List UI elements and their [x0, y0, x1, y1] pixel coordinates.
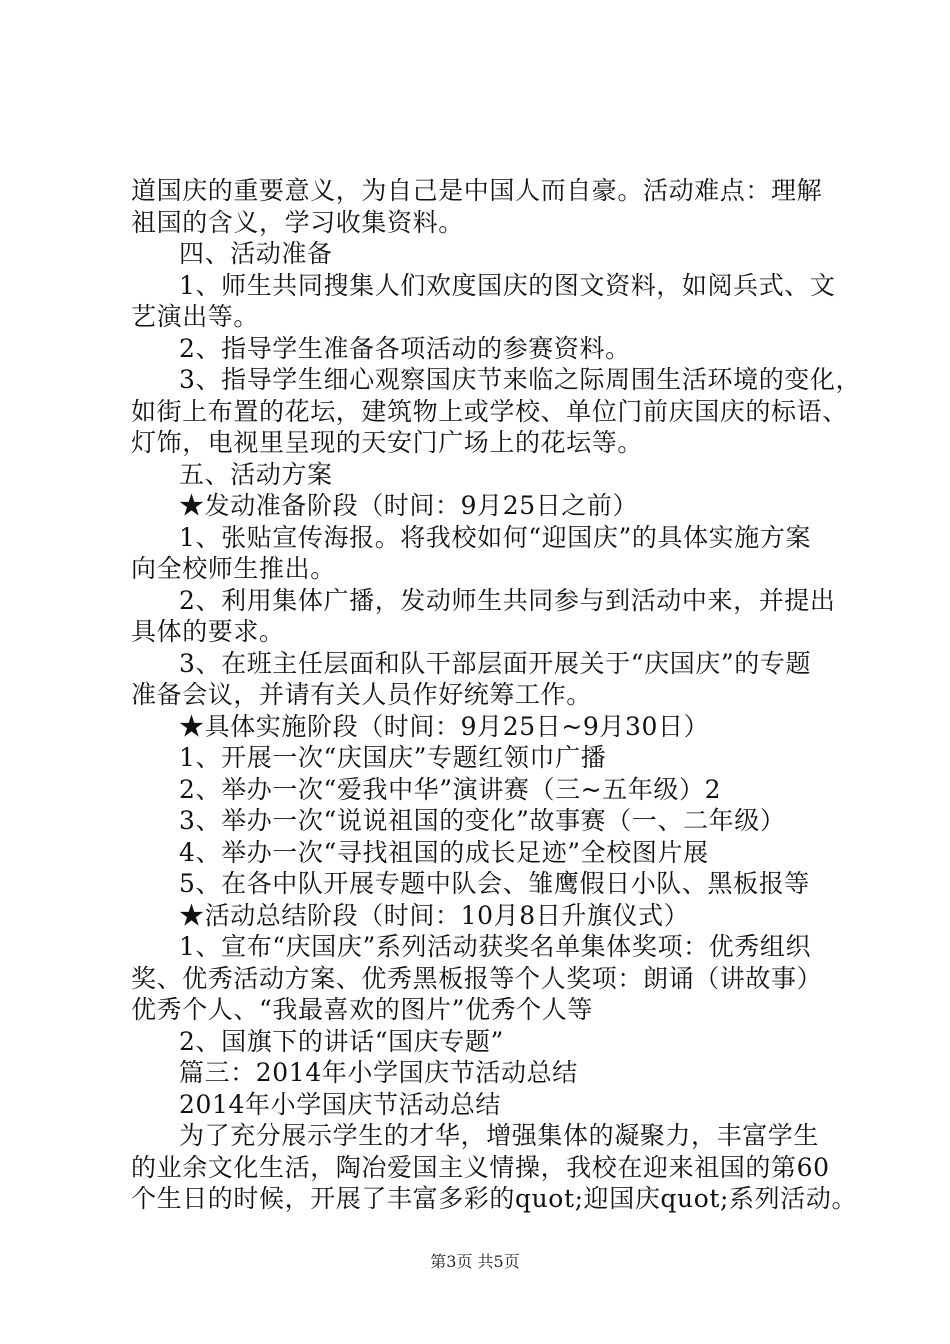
text-line: ★活动总结阶段（时间：10月8日升旗仪式） — [179, 900, 690, 930]
text-line: 篇三：2014年小学国庆节活动总结 — [179, 1058, 578, 1087]
text-line: 奖、优秀活动方案、优秀黑板报等个人奖项：朗诵（讲故事） — [131, 963, 823, 993]
document-body — [131, 175, 862, 1215]
text-line: 灯饰，电视里呈现的天安门广场上的花坛等。 — [131, 428, 644, 457]
text-line: 艺演出等。 — [131, 302, 260, 331]
text-line: 3、举办一次“说说祖国的变化”故事赛（一、二年级） — [179, 806, 786, 835]
text-line: 五、活动方案 — [179, 459, 333, 489]
text-line: 具体的要求。 — [131, 617, 285, 646]
text-line: ★发动准备阶段（时间：9月25日之前） — [179, 491, 639, 520]
text-line: 2、举办一次“爱我中华”演讲赛（三~五年级）2 — [179, 774, 722, 804]
text-line: 4、举办一次“寻找祖国的成长足迹”全校图片展 — [179, 837, 709, 867]
text-line: 2014年小学国庆节活动总结 — [179, 1089, 502, 1119]
text-line: 3、指导学生细心观察国庆节来临之际周围生活环境的变化， — [179, 365, 862, 394]
text-line: 准备会议，并请有关人员作好统筹工作。 — [131, 680, 592, 709]
text-line: 5、在各中队开展专题中队会、雏鹰假日小队、黑板报等 — [179, 869, 810, 898]
text-line: 1、开展一次“庆国庆”专题红领巾广播 — [179, 743, 607, 772]
text-line: 如街上布置的花坛，建筑物上或学校、单位门前庆国庆的标语、 — [131, 396, 848, 426]
text-line: 1、张贴宣传海报。将我校如何“迎国庆”的具体实施方案 — [179, 522, 812, 552]
text-line: 祖国的含义，学习收集资料。 — [131, 207, 464, 237]
text-line: 3、在班主任层面和队干部层面开展关于“庆国庆”的专题 — [179, 648, 812, 678]
page-footer: 第3页 共5页 — [430, 1252, 520, 1271]
text-line: 2、国旗下的讲话“国庆专题” — [179, 1026, 504, 1056]
text-line: 1、师生共同搜集人们欢度国庆的图文资料，如阅兵式、文 — [179, 270, 836, 300]
text-line: 个生日的时候，开展了丰富多彩的quot;迎国庆quot;系列活动。 — [131, 1184, 858, 1213]
text-line: 优秀个人、“我最喜欢的图片”优秀个人等 — [131, 995, 593, 1024]
text-line: 向全校师生推出。 — [131, 554, 336, 583]
text-line: 2、指导学生准备各项活动的参赛资料。 — [179, 333, 631, 363]
text-line: 的业余文化生活，陶冶爱国主义情操，我校在迎来祖国的第60 — [131, 1152, 830, 1182]
text-line: 为了充分展示学生的才华，增强集体的凝聚力，丰富学生 — [179, 1121, 820, 1150]
text-line: ★具体实施阶段（时间：9月25日~9月30日） — [179, 711, 710, 741]
text-line: 2、利用集体广播，发动师生共同参与到活动中来，并提出 — [179, 585, 836, 615]
text-line: 1、宣布“庆国庆”系列活动获奖名单集体奖项：优秀组织 — [179, 932, 812, 961]
text-line: 道国庆的重要意义，为自己是中国人而自豪。活动难点：理解 — [131, 176, 823, 205]
text-line: 四、活动准备 — [179, 239, 333, 268]
